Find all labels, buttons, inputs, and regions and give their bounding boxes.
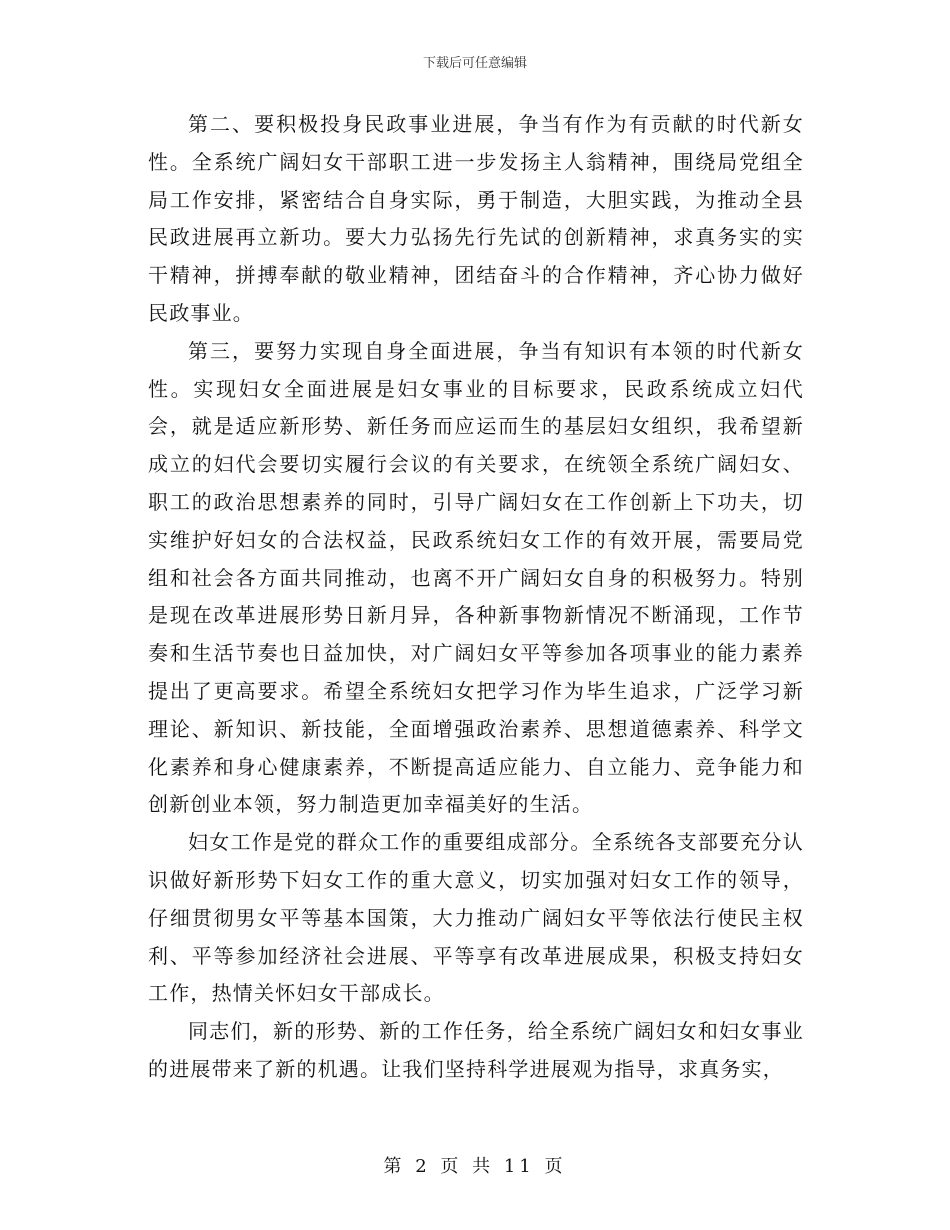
page-number: 第 2 页 共 11 页 <box>383 1156 567 1177</box>
paragraph-closing: 同志们，新的形势、新的工作任务，给全系统广阔妇女和妇女事业的进展带来了新的机遇。让我们坚持科学进展观为指导，求真务实， <box>148 1019 804 1081</box>
page-header: 下载后可任意编辑 <box>422 56 527 71</box>
paragraph-second-point: 第二、要积极投身民政事业进展，争当有作为有贡献的时代新女性。全系统广阔妇女干部职工进一步发扬主人翁精神，围绕局党组全局工作安排，紧密结合自身实际，勇于制造，大胆实践，为推动全县民政进展再立新功。要大力弘扬先行先试的创新精神，求真务实的实干精神，拼搏奉献的敬业精神，团结奋斗的合作精神，齐心协力做好民政事业。 <box>148 112 804 325</box>
paragraph-women-work: 妇女工作是党的群众工作的重要组成部分。全系统各支部要充分认识做好新形势下妇女工作的重大意义，切实加强对妇女工作的领导，仔细贯彻男女平等基本国策，大力推动广阔妇女平等依法行使民主权利、平等参加经济社会进展、平等享有改革进展成果，积极支持妇女工作，热情关怀妇女干部成长。 <box>148 830 804 1006</box>
paragraph-third-point: 第三，要努力实现自身全面进展，争当有知识有本领的时代新女性。实现妇女全面进展是妇女事业的目标要求，民政系统成立妇代会，就是适应新形势、新任务而应运而生的基层妇女组织，我希望新成立的妇代会要切实履行会议的有关要求，在统领全系统广阔妇女、职工的政治思想素养的同时，引导广阔妇女在工作创新上下功夫，切实维护好妇女的合法权益，民政系统妇女工作的有效开展，需要局党组和社会各方面共同推动，也离不开广阔妇女自身的积极努力。特别是现在改革进展形势日新月异，各种新事物新情况不断涌现，工作节奏和生活节奏也日益加快，对广阔妇女平等参加各项事业的能力素养提出了更高要求。希望全系统妇女把学习作为毕生追求，广泛学习新理论、新知识、新技能，全面增强政治素养、思想道德素养、科学文化素养和身心健康素养，不断提高适应能力、自立能力、竞争能力和创新创业本领，努力制造更加幸福美好的生活。 <box>148 338 804 817</box>
document-body <box>148 106 804 1089</box>
